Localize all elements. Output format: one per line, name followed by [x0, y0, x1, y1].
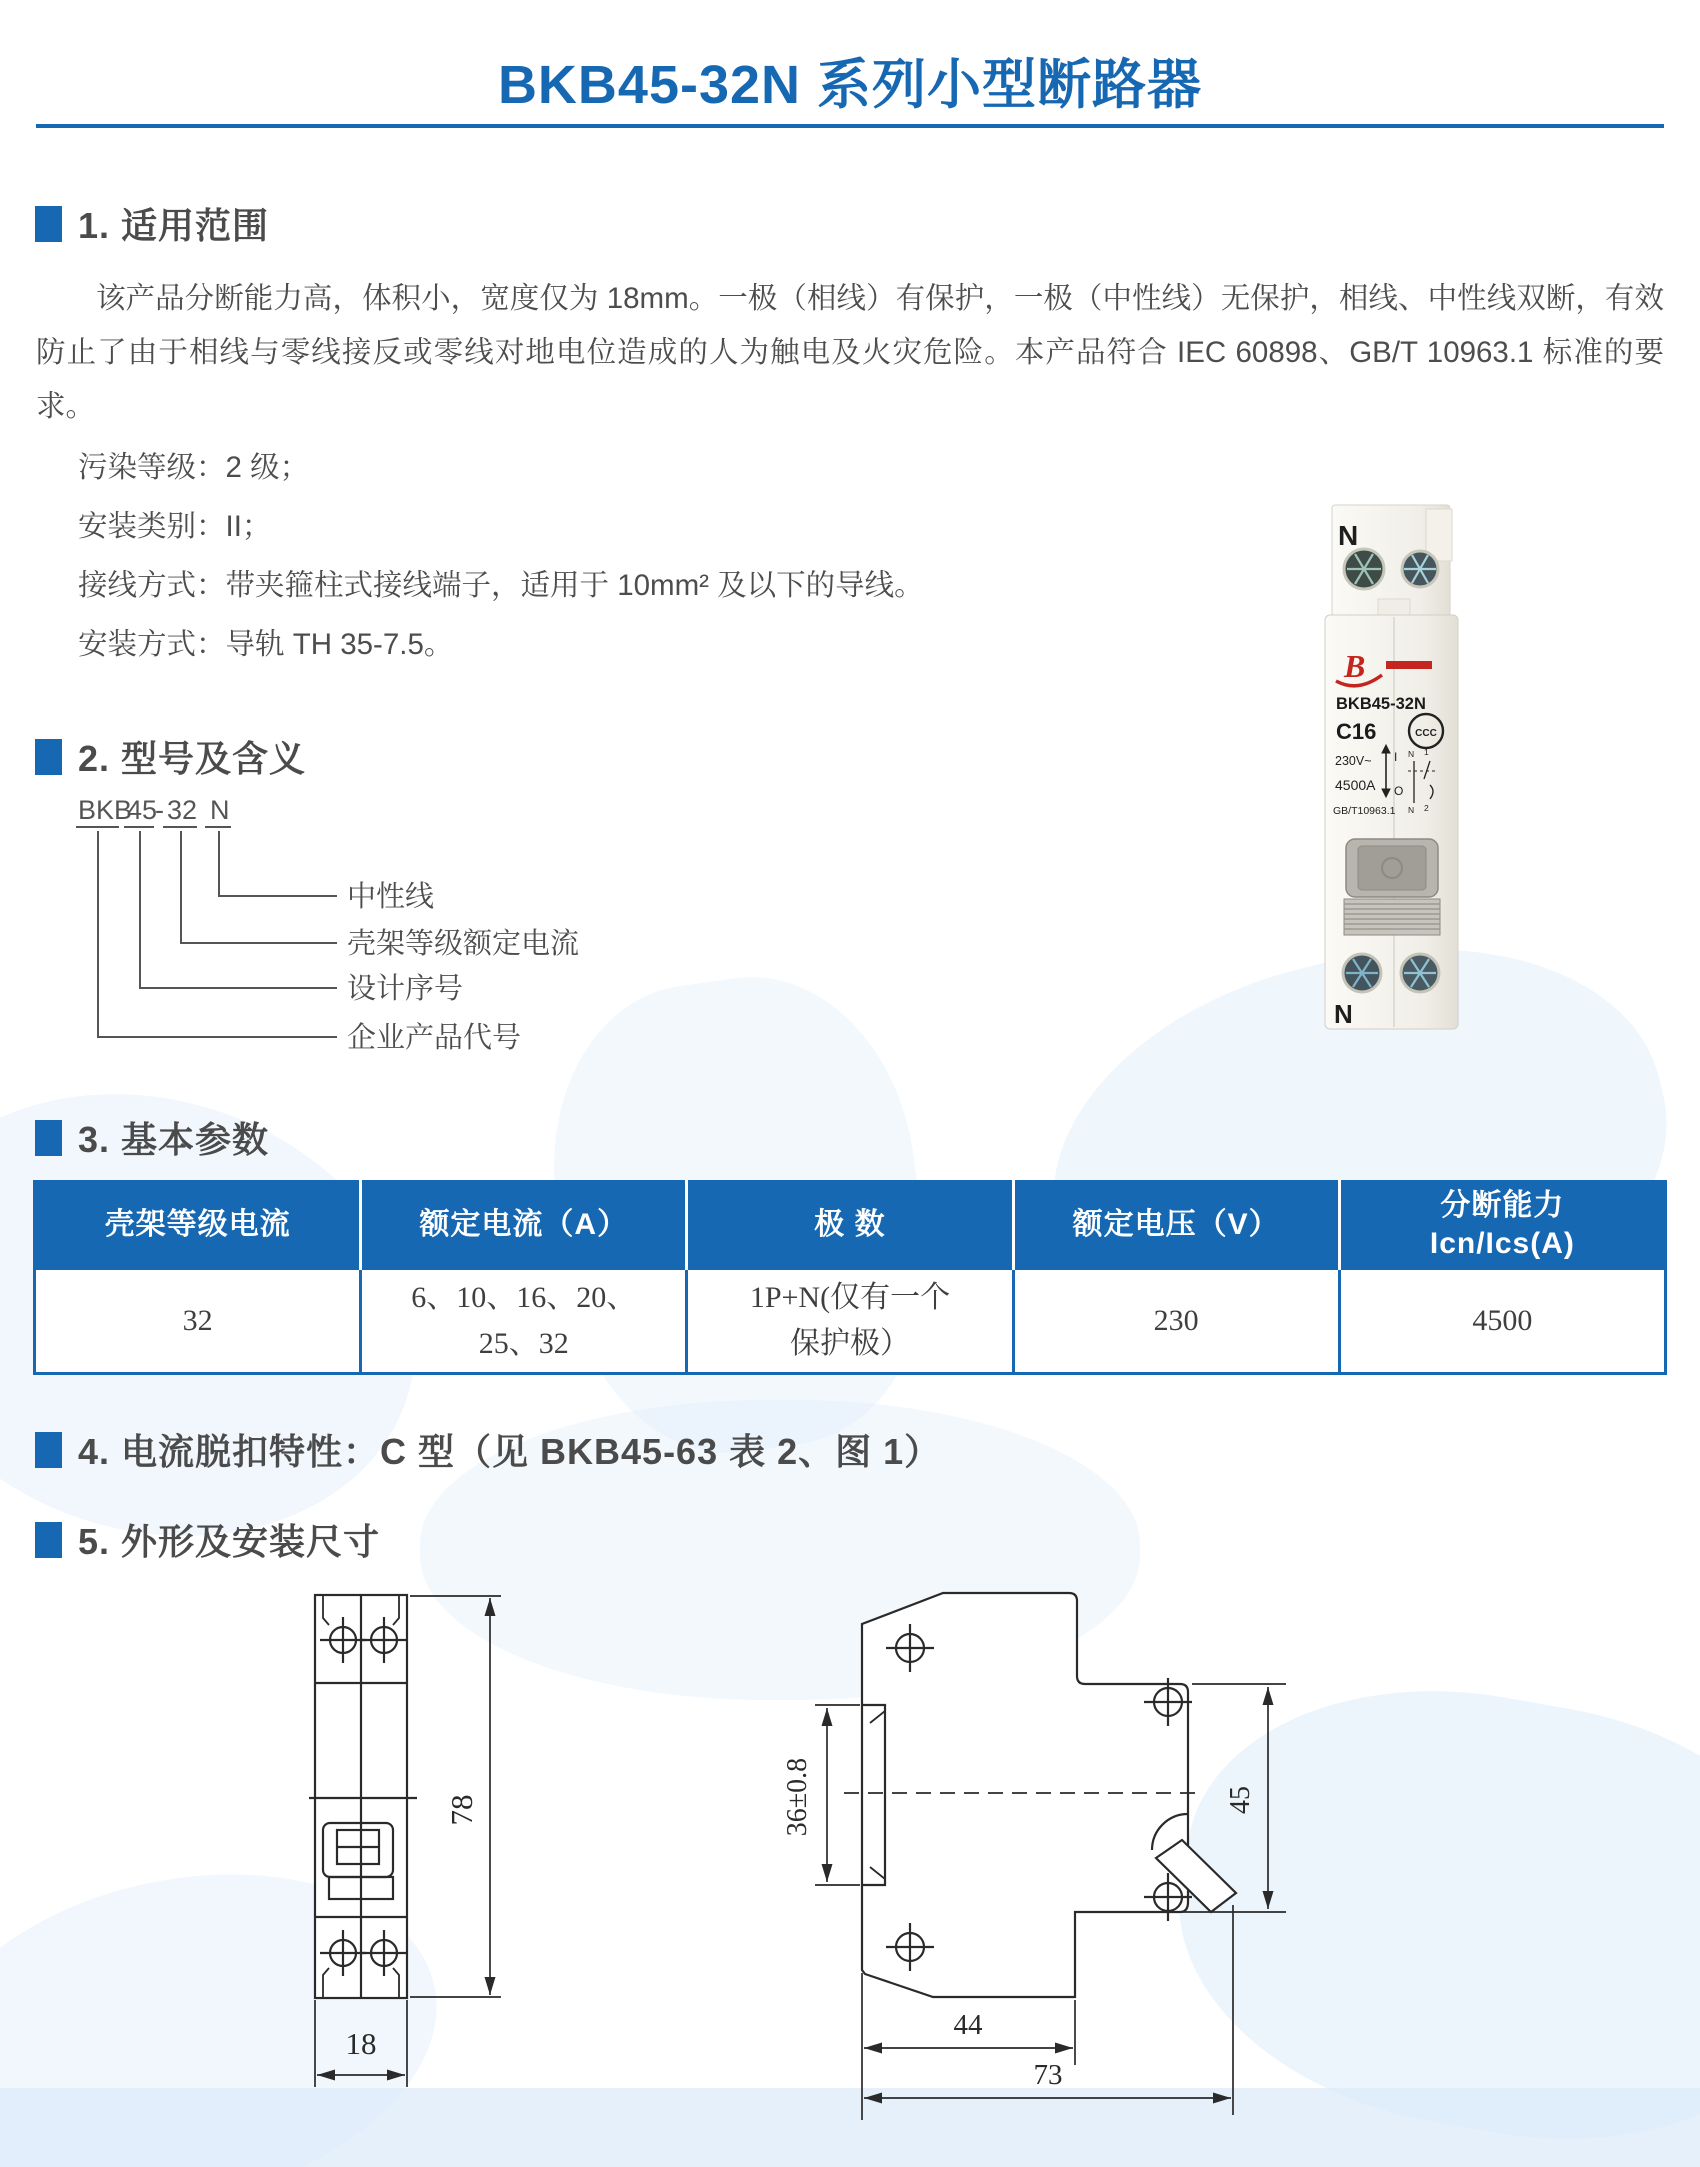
section-1-heading: [35, 198, 269, 249]
section-2-heading: [35, 731, 306, 782]
spec-line: 安装类别：II；: [78, 510, 272, 543]
svg-text:1: 1: [1424, 747, 1429, 757]
model-connector-lines: [98, 831, 337, 1037]
section-4-heading: [35, 1424, 941, 1475]
model-label-frame: 壳架等级额定电流: [347, 928, 580, 960]
col-header-rated-voltage: 额定电压（V）: [1013, 1182, 1339, 1269]
toggle-switch: [1344, 839, 1440, 935]
screw-top-left-icon: [1344, 549, 1384, 589]
bullet-square-icon: [35, 1120, 62, 1156]
svg-text:O: O: [1394, 784, 1404, 798]
bullet-square-icon: [35, 1432, 62, 1468]
section-3-heading: [35, 1112, 269, 1163]
section-5-title: 5. 外形及安装尺寸: [78, 1521, 381, 1562]
bullet-square-icon: [35, 1522, 62, 1558]
photo-rating-text: C16: [1336, 719, 1377, 744]
svg-text:N: N: [1408, 749, 1415, 759]
dim-label-width: 18: [345, 2026, 377, 2061]
photo-voltage-text: 230V~: [1335, 754, 1372, 768]
table-row: [35, 1269, 1666, 1374]
svg-text:N: N: [1408, 805, 1415, 815]
svg-text:B: B: [1344, 648, 1366, 684]
dim-label-mount: 36±0.8: [782, 1757, 813, 1837]
title-rule: [36, 124, 1664, 128]
model-segment: 45: [127, 795, 158, 825]
screw-bottom-left-icon: [1343, 954, 1381, 992]
cell-rated-voltage: 230: [1013, 1269, 1339, 1374]
section-2-title: 2. 型号及含义: [78, 738, 307, 779]
dim-label-height: 78: [444, 1794, 479, 1826]
dim-mount-36: [815, 1705, 860, 1885]
scope-spec-list: [78, 438, 924, 674]
model-label-neutral: 中性线: [347, 881, 435, 913]
terminal-label-bottom: N: [1334, 999, 1353, 1029]
scope-paragraph: 该产品分断能力高，体积小，宽度仅为 18mm。一极（相线）有保护，一极（中性线）无保护，相线、中性线双断，有效防止了由于相线与零线接反或零线对地电位造成的人为触电及火灾危险。本产品符合 IEC 60898、GB/T 10963.1 标准的要求。: [36, 282, 1664, 423]
spec-line: 污染等级：2 级；: [78, 451, 310, 484]
screw-bottom-right-icon: [1401, 954, 1439, 992]
cell-poles: 1P+N(仅有一个 保护极）: [687, 1269, 1013, 1374]
photo-model-text: BKB45-32N: [1336, 695, 1426, 713]
basic-params-table: [33, 1180, 1667, 1375]
photo-breaking-text: 4500A: [1335, 777, 1376, 793]
model-label-company: 企业产品代号: [347, 1022, 522, 1054]
col-header-poles: 极 数: [687, 1182, 1013, 1269]
col-header-frame-current: 壳架等级电流: [35, 1182, 361, 1269]
cell-rated-current: 6、10、16、20、 25、32: [361, 1269, 687, 1374]
spec-line: 安装方式：导轨 TH 35-7.5。: [78, 628, 454, 661]
section-5-heading: [35, 1514, 380, 1565]
side-view-drawing: [782, 1560, 1350, 2135]
model-segment: N: [210, 795, 230, 825]
table-header-row: [35, 1182, 1666, 1269]
section-4-title: 4. 电流脱扣特性：C 型（见 BKB45-63 表 2、图 1）: [78, 1431, 942, 1472]
svg-text:2: 2: [1424, 803, 1429, 813]
dim-label-height: 45: [1225, 1786, 1256, 1814]
model-segment: 32: [167, 795, 198, 825]
svg-text:CCC: CCC: [1415, 728, 1437, 739]
spec-line: 接线方式：带夹箍柱式接线端子，适用于 10mm² 及以下的导线。: [78, 569, 924, 602]
terminal-label-top: N: [1338, 520, 1359, 551]
cell-breaking-capacity: 4500: [1339, 1269, 1665, 1374]
page-title: BKB45-32N 系列小型断路器: [497, 55, 1203, 115]
col-header-rated-current: 额定电流（A）: [361, 1182, 687, 1269]
model-meaning-diagram: [75, 795, 615, 1080]
front-view-drawing: [296, 1572, 531, 2132]
section-1-title: 1. 适用范围: [78, 205, 270, 246]
dim-label-depth-total: 73: [1033, 2059, 1063, 2091]
model-label-design: 设计序号: [347, 973, 464, 1005]
svg-text:I: I: [1394, 750, 1398, 764]
cell-frame-current: 32: [35, 1269, 361, 1374]
model-segment: -: [155, 795, 164, 825]
dim-label-depth-partial: 44: [953, 2009, 983, 2041]
model-segment: BKB: [78, 795, 133, 825]
screw-top-right-icon: [1402, 551, 1438, 587]
product-photo: [1322, 503, 1464, 1031]
bullet-square-icon: [35, 739, 62, 775]
col-header-breaking-capacity: 分断能力 Icn/Ics(A): [1339, 1182, 1665, 1269]
bullet-square-icon: [35, 206, 62, 242]
section-3-title: 3. 基本参数: [78, 1119, 270, 1160]
photo-standard-text: GB/T10963.1: [1333, 805, 1396, 817]
